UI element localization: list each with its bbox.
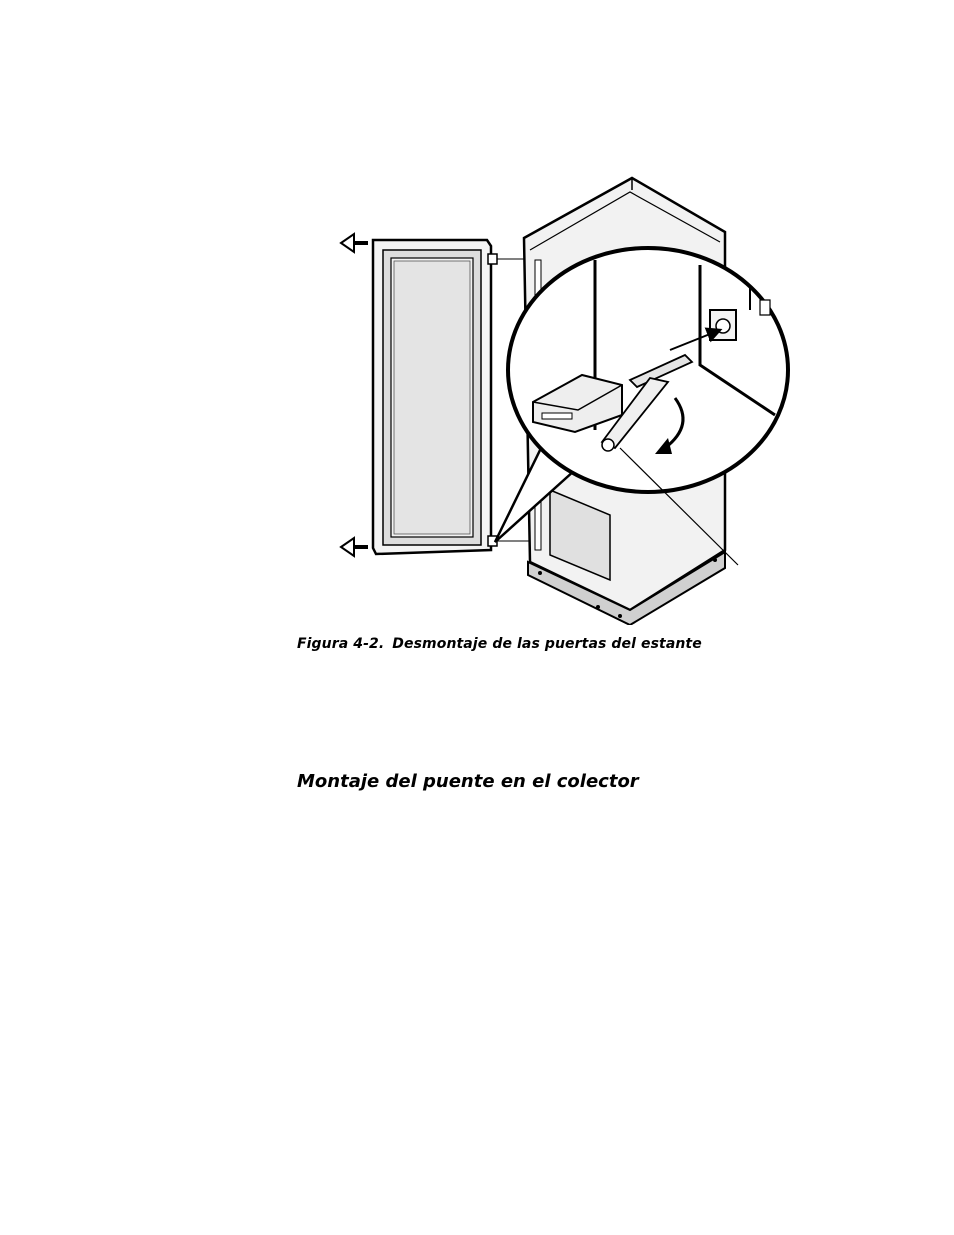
figure-caption-number: Figura 4-2. — [297, 636, 385, 652]
arrow-left-top-icon — [341, 234, 368, 252]
figure-rack-door-removal — [330, 170, 800, 625]
section-heading: Montaje del puente en el colector — [297, 771, 639, 792]
rack-door-panel — [373, 240, 530, 554]
arrow-left-bottom-icon — [341, 538, 368, 556]
figure-caption-text: Desmontaje de las puertas del estante — [392, 636, 702, 652]
figure-caption — [297, 636, 702, 652]
